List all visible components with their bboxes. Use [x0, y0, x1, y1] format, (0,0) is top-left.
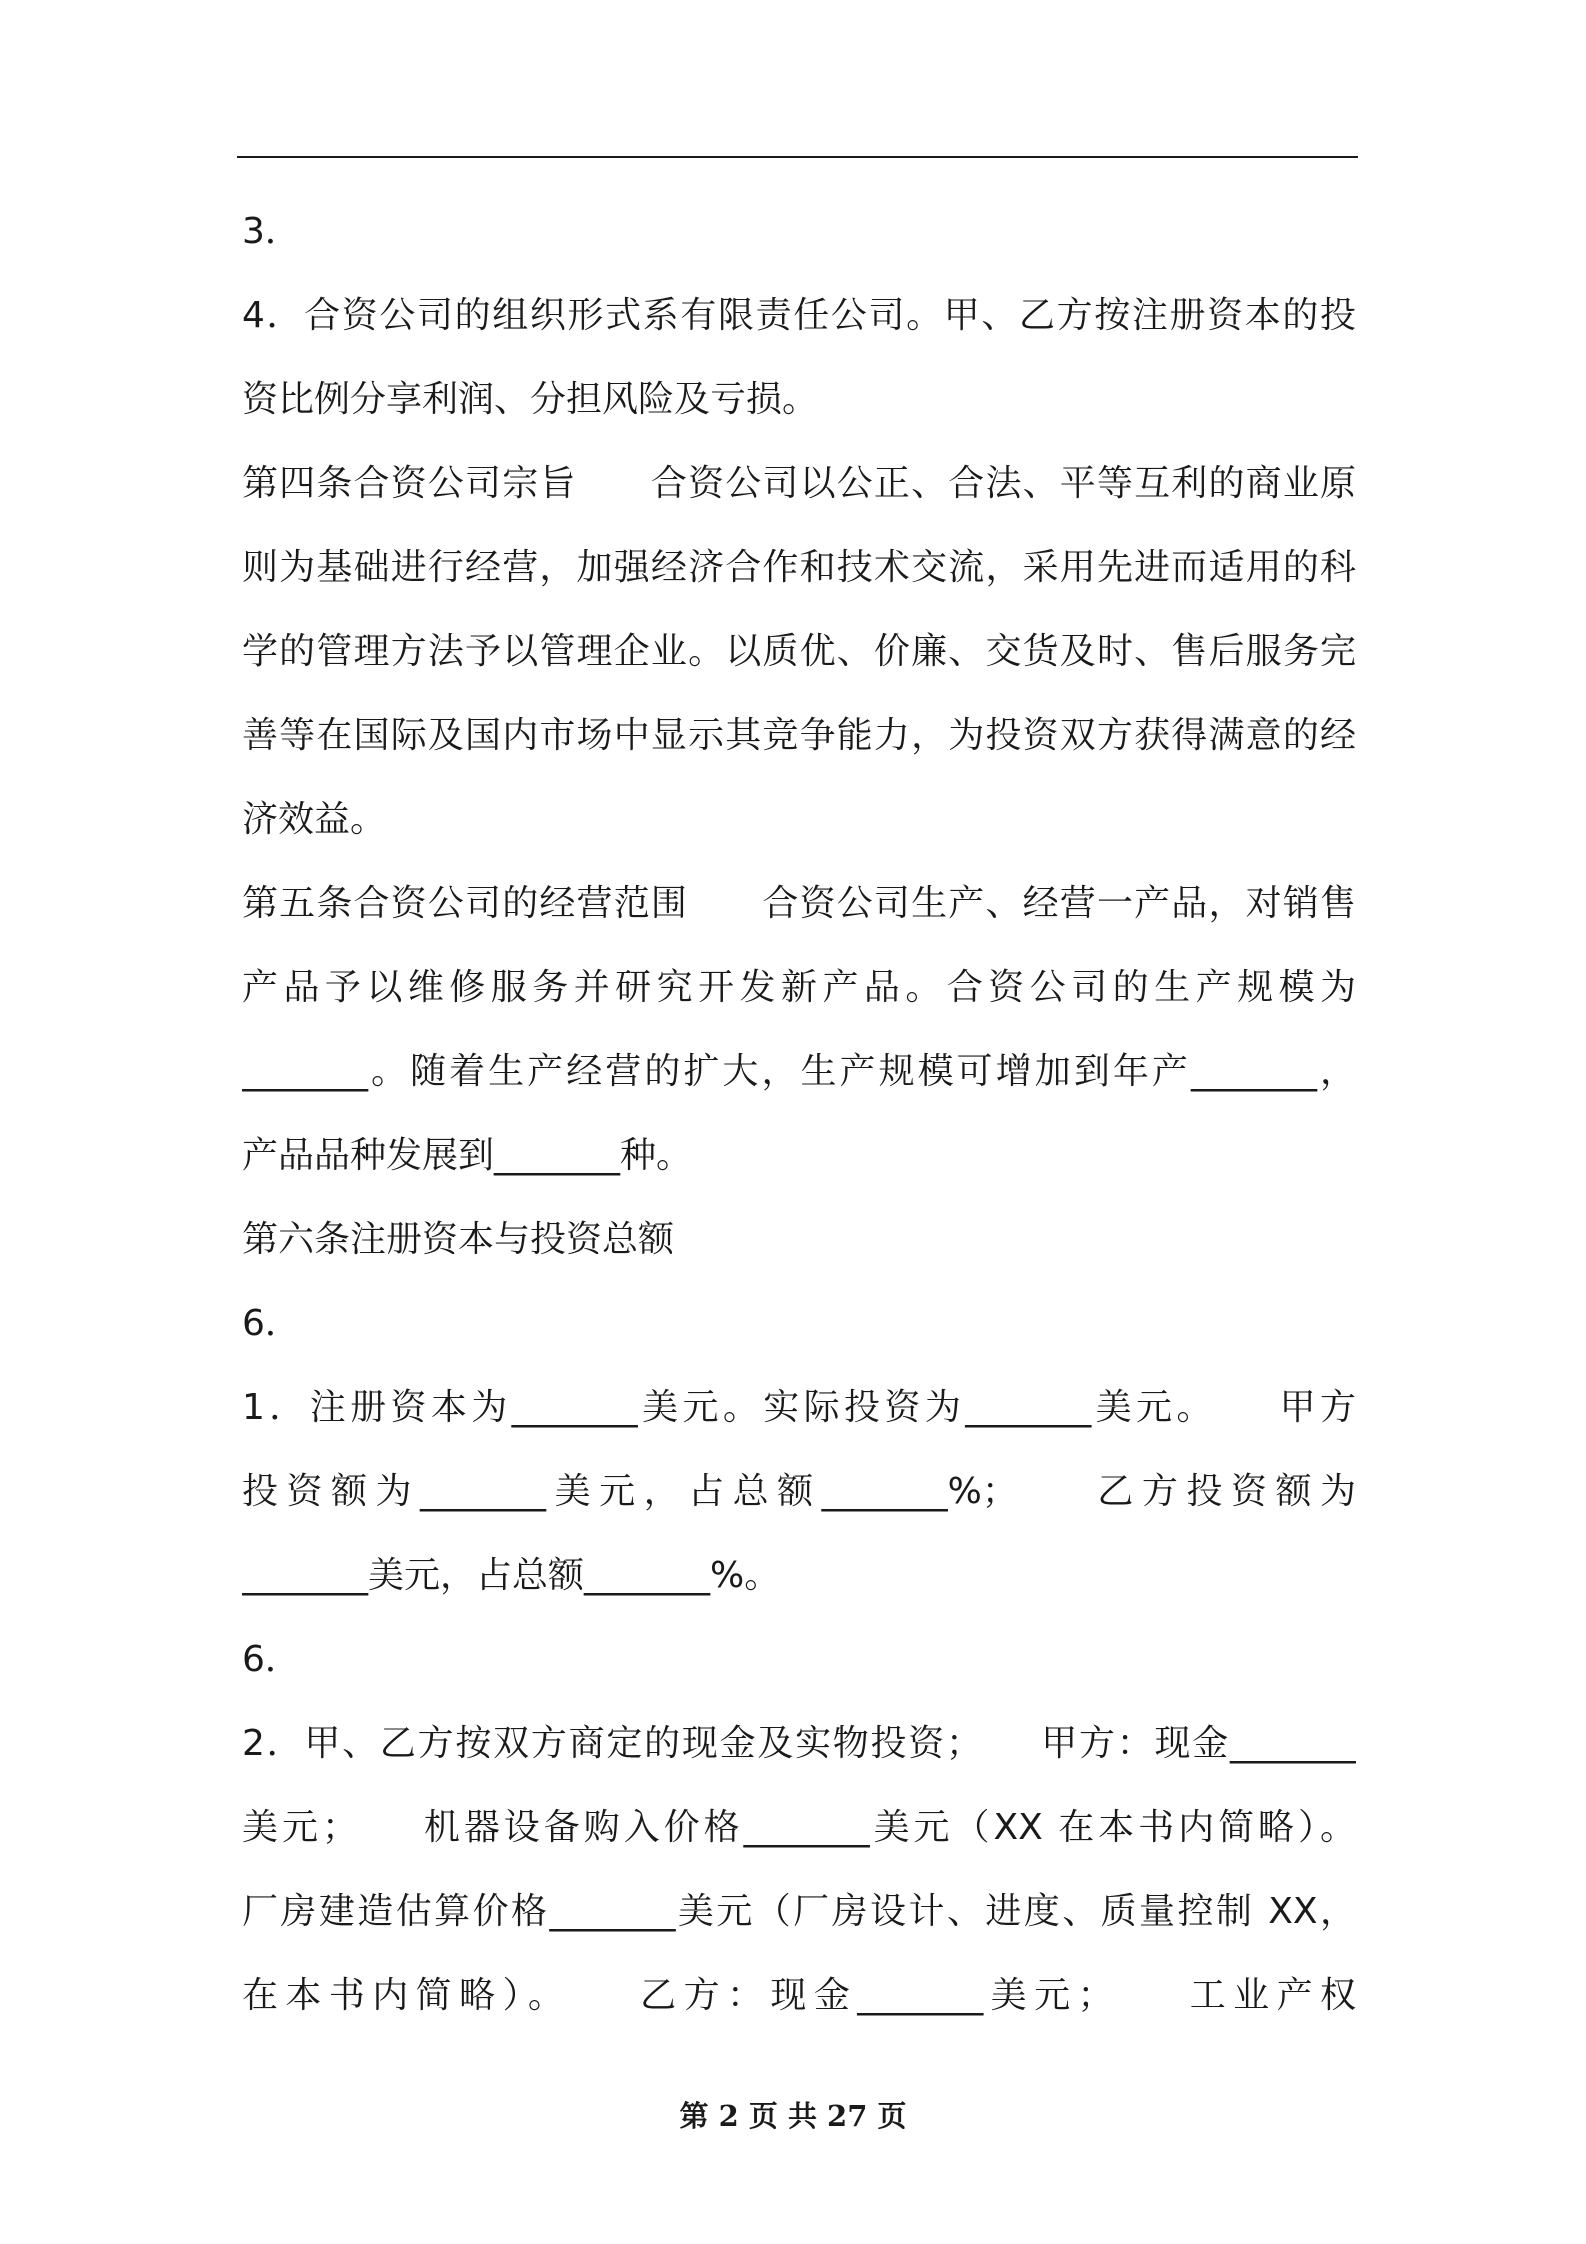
text-line-8: 济效益。 — [242, 799, 387, 840]
text-line-11: _______。随着生产经营的扩大，生产规模可增加到年产_______， — [242, 1051, 1356, 1092]
text-line-5: 则为基础进行经营，加强经济合作和技术交流，采用先进而适用的科 — [242, 547, 1356, 588]
text-line-16: 投资额为_______美元，占总额_______%； 乙方投资额为 — [242, 1471, 1356, 1512]
text-line-17: _______美元，占总额_______%。 — [242, 1555, 781, 1596]
text-line-6: 学的管理方法予以管理企业。以质优、价廉、交货及时、售后服务完 — [242, 631, 1356, 672]
text-line-3: 资比例分享利润、分担风险及亏损。 — [242, 379, 819, 420]
text-line-18: 6． — [242, 1639, 301, 1680]
text-line-1: 3． — [242, 211, 301, 252]
text-line-21: 厂房建造估算价格_______美元（厂房设计、进度、质量控制 XX， — [242, 1891, 1356, 1932]
text-line-7: 善等在国际及国内市场中显示其竞争能力，为投资双方获得满意的经 — [242, 715, 1356, 756]
text-line-22: 在本书内简略）。 乙方：现金_______美元； 工业产权 — [242, 1975, 1356, 2016]
header-rule — [237, 156, 1358, 158]
document-body — [242, 190, 1356, 2038]
text-line-13: 第六条注册资本与投资总额 — [242, 1219, 675, 1260]
text-line-15: 1．注册资本为_______美元。实际投资为_______美元。 甲方 — [242, 1387, 1356, 1428]
text-line-20: 美元； 机器设备购入价格_______美元（XX 在本书内简略）。 — [242, 1807, 1356, 1848]
text-line-4: 第四条合资公司宗旨 合资公司以公正、合法、平等互利的商业原 — [242, 463, 1356, 504]
text-line-12: 产品品种发展到_______种。 — [242, 1135, 693, 1176]
text-line-19: 2．甲、乙方按双方商定的现金及实物投资； 甲方：现金_______ — [242, 1723, 1356, 1764]
text-line-2: 4．合资公司的组织形式系有限责任公司。甲、乙方按注册资本的投 — [242, 295, 1356, 336]
text-line-10: 产品予以维修服务并研究开发新产品。合资公司的生产规模为 — [242, 967, 1356, 1008]
text-line-14: 6． — [242, 1303, 301, 1344]
text-line-9: 第五条合资公司的经营范围 合资公司生产、经营一产品，对销售 — [242, 883, 1356, 924]
page-number: 第 2 页 共 27 页 — [679, 2099, 907, 2133]
